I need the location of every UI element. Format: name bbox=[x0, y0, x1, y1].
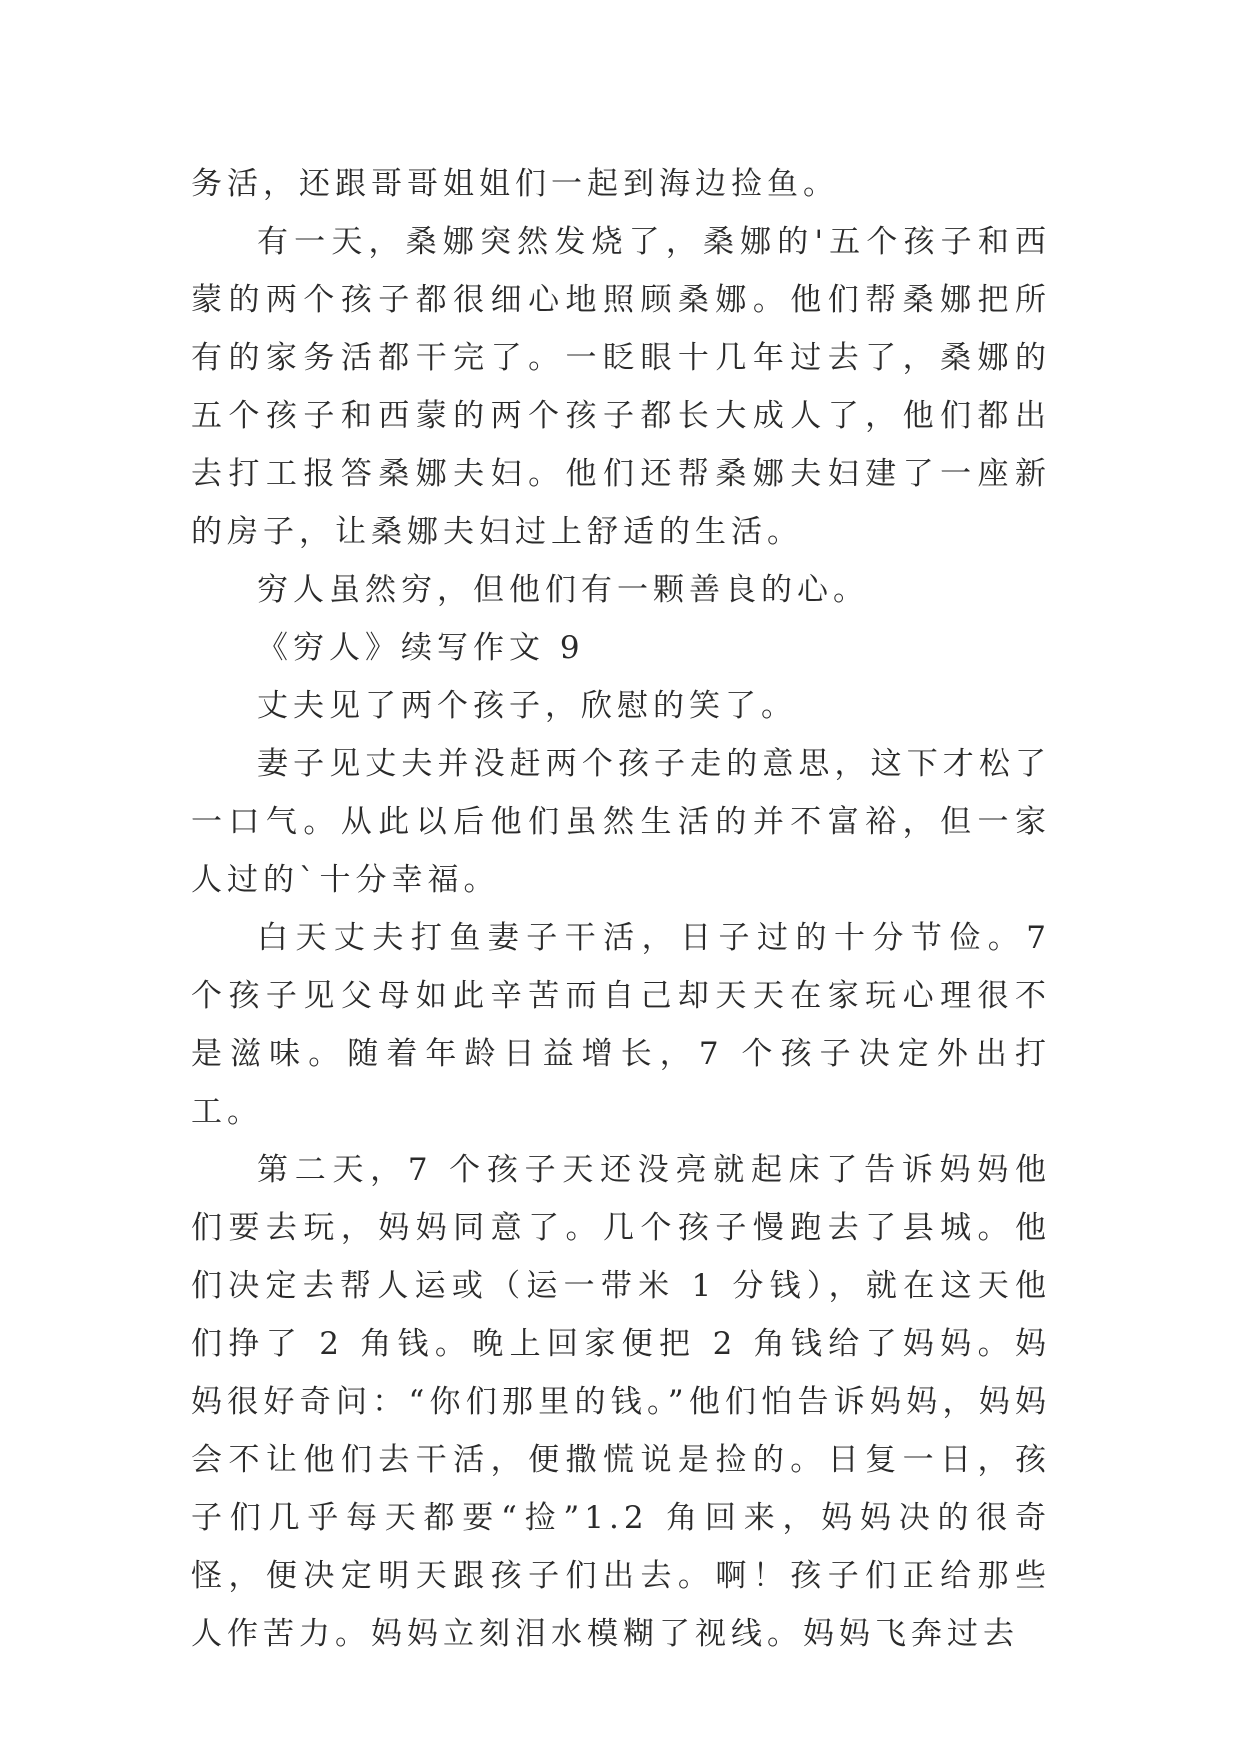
paragraph: 第二天，7 个孩子天还没亮就起床了告诉妈妈他们要去玩，妈妈同意了。几个孩子慢跑去了县城。他们决定去帮人运或（运一带米 1 分钱），就在这天他们挣了 2 角钱。晚上回家便把 2 角钱给了妈妈。妈妈很好奇问：“你们那里的钱。”他们怕告诉妈妈，妈妈会不让他们去干活，便撒慌说是捡的。日复一日，孩子们几乎每天都要“捡”1.2 角回来，妈妈决的很奇怪，便决定明天跟孩子们出去。啊！孩子们正给那些人作苦力。妈妈立刻泪水模糊了视线。妈妈飞奔过去 bbox=[191, 1152, 1051, 1652]
paragraph: 白天丈夫打鱼妻子干活，日子过的十分节俭。7 个孩子见父母如此辛苦而自己却天天在家玩心理很不是滋味。随着年龄日益增长，7 个孩子决定外出打工。 bbox=[191, 920, 1051, 1130]
paragraph: 穷人虽然穷，但他们有一颗善良的心。 bbox=[257, 572, 869, 608]
paragraph: 丈夫见了两个孩子，欣慰的笑了。 bbox=[257, 688, 797, 724]
paragraph: 有一天，桑娜突然发烧了，桑娜的'五个孩子和西蒙的两个孩子都很细心地照顾桑娜。他们帮桑娜把所有的家务活都干完了。一眨眼十几年过去了，桑娜的五个孩子和西蒙的两个孩子都长大成人了，他们都出去打工报答桑娜夫妇。他们还帮桑娜夫妇建了一座新的房子，让桑娜夫妇过上舒适的生活。 bbox=[191, 224, 1051, 550]
section-heading: 《穷人》续写作文 9 bbox=[257, 630, 585, 666]
paragraph: 妻子见丈夫并没赶两个孩子走的意思，这下才松了一口气。从此以后他们虽然生活的并不富裕，但一家人过的`十分幸福。 bbox=[191, 746, 1051, 898]
paragraph: 务活，还跟哥哥姐姐们一起到海边捡鱼。 bbox=[191, 166, 839, 202]
document-body bbox=[191, 155, 1051, 1663]
